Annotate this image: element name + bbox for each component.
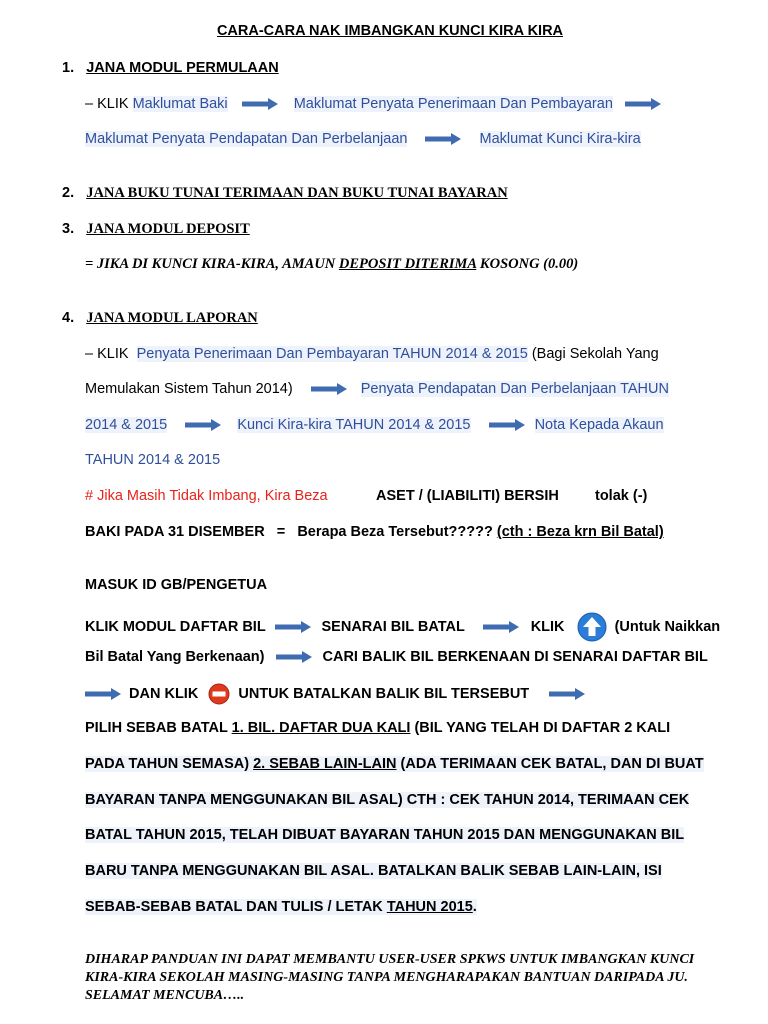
section-4-heading: 4. JANA MODUL LAPORAN xyxy=(62,310,258,326)
right-arrow-icon xyxy=(483,621,519,633)
page-title: CARA-CARA NAK IMBANGKAN KUNCI KIRA KIRA xyxy=(216,23,564,39)
section-4-line-1: – KLIK Penyata Penerimaan Dan Pembayaran TAHUN 2014 & 2015 (Bagi Sekolah Yang xyxy=(85,346,659,362)
right-arrow-icon xyxy=(625,98,661,110)
section-4-line-3: 2014 & 2015 Kunci Kira-kira TAHUN 2014 & 2015 Nota Kepada Akaun xyxy=(85,417,664,433)
right-arrow-icon xyxy=(549,688,585,700)
right-arrow-icon xyxy=(425,133,461,145)
link-maklumat-penyata-pendapatan: Maklumat Penyata Pendapatan Dan Perbelanjaan xyxy=(85,131,408,147)
link-nota-kepada-akaun: Nota Kepada Akaun xyxy=(534,417,664,433)
section-4-line-2: Memulakan Sistem Tahun 2014) Penyata Pendapatan Dan Perbelanjaan TAHUN xyxy=(85,381,669,397)
para-line-5: BARU TANPA MENGGUNAKAN BIL ASAL. BATALKAN BALIK SEBAB LAIN-LAIN, ISI xyxy=(85,863,662,879)
no-entry-icon xyxy=(208,683,230,705)
right-arrow-icon xyxy=(85,688,121,700)
para-line-1: PILIH SEBAB BATAL 1. BIL. DAFTAR DUA KALI (BIL YANG TELAH DI DAFTAR 2 KALI xyxy=(85,720,671,736)
footer-note: DIHARAP PANDUAN INI DAPAT MEMBANTU USER-USER SPKWS UNTUK IMBANGKAN KUNCI KIRA-KIRA SEKOLAH MASING-MASING TANPA MENGHARAPAKAN BANTUAN DARIPADA JU. SELAMAT MENCUBA….. xyxy=(85,952,695,1003)
para-line-4: BATAL TAHUN 2015, TELAH DIBUAT BAYARAN TAHUN 2015 DAN MENGGUNAKAN BIL xyxy=(85,827,685,843)
masuk-id: MASUK ID GB/PENGETUA xyxy=(85,577,268,593)
section-1-line-1: – KLIK Maklumat Baki Maklumat Penyata Penerimaan Dan Pembayaran xyxy=(85,96,661,112)
link-maklumat-baki: Maklumat Baki xyxy=(132,96,228,112)
section-1-line-2 xyxy=(85,131,641,147)
aset-label: ASET / (LIABILITI) BERSIH xyxy=(376,488,559,504)
section-4-line-4: TAHUN 2014 & 2015 xyxy=(85,452,221,468)
link-penyata-penerimaan: Penyata Penerimaan Dan Pembayaran TAHUN 2014 & 2015 xyxy=(136,346,528,362)
right-arrow-icon xyxy=(489,419,525,431)
right-arrow-icon xyxy=(242,98,278,110)
tolak-label: tolak (-) xyxy=(595,488,648,504)
baki-line: BAKI PADA 31 DISEMBER = Berapa Beza Tersebut????? (cth : Beza krn Bil Batal) xyxy=(85,524,664,540)
link-kunci-kira-kira: Kunci Kira-kira TAHUN 2014 & 2015 xyxy=(237,417,471,433)
link-maklumat-kunci-kira-kira: Maklumat Kunci Kira-kira xyxy=(479,131,641,147)
section-3-heading: 3. JANA MODUL DEPOSIT xyxy=(62,221,250,237)
right-arrow-icon xyxy=(275,621,311,633)
right-arrow-icon xyxy=(311,383,347,395)
link-maklumat-penyata-penerimaan: Maklumat Penyata Penerimaan Dan Pembayaran xyxy=(293,96,613,112)
section-3-note: = JIKA DI KUNCI KIRA-KIRA, AMAUN DEPOSIT DITERIMA KOSONG (0.00) xyxy=(85,256,579,272)
para-line-3: BAYARAN TANPA MENGGUNAKAN BIL ASAL) CTH : CEK TAHUN 2014, TERIMAAN CEK xyxy=(85,792,690,808)
section-2-heading: 2. JANA BUKU TUNAI TERIMAAN DAN BUKU TUNAI BAYARAN xyxy=(62,185,508,201)
step-line-2: Bil Batal Yang Berkenaan) CARI BALIK BIL BERKENAAN DI SENARAI DAFTAR BIL xyxy=(85,649,708,665)
right-arrow-icon xyxy=(276,651,312,663)
step-line-3: DAN KLIK UNTUK BATALKAN BALIK BIL TERSEBUT xyxy=(85,683,585,705)
link-penyata-pendapatan: Penyata Pendapatan Dan Perbelanjaan TAHUN xyxy=(360,381,669,397)
section-1-heading: 1. JANA MODUL PERMULAAN xyxy=(62,60,279,76)
red-note: # Jika Masih Tidak Imbang, Kira Beza xyxy=(85,488,328,504)
step-line-1: KLIK MODUL DAFTAR BIL SENARAI BIL BATAL KLIK (Untuk Naikkan xyxy=(85,612,720,642)
right-arrow-icon xyxy=(185,419,221,431)
up-arrow-circle-icon xyxy=(577,612,607,642)
para-line-2: PADA TAHUN SEMASA) 2. SEBAB LAIN-LAIN (ADA TERIMAAN CEK BATAL, DAN DI BUAT xyxy=(85,756,704,772)
para-line-6: SEBAB-SEBAB BATAL DAN TULIS / LETAK TAHUN 2015. xyxy=(85,899,477,915)
